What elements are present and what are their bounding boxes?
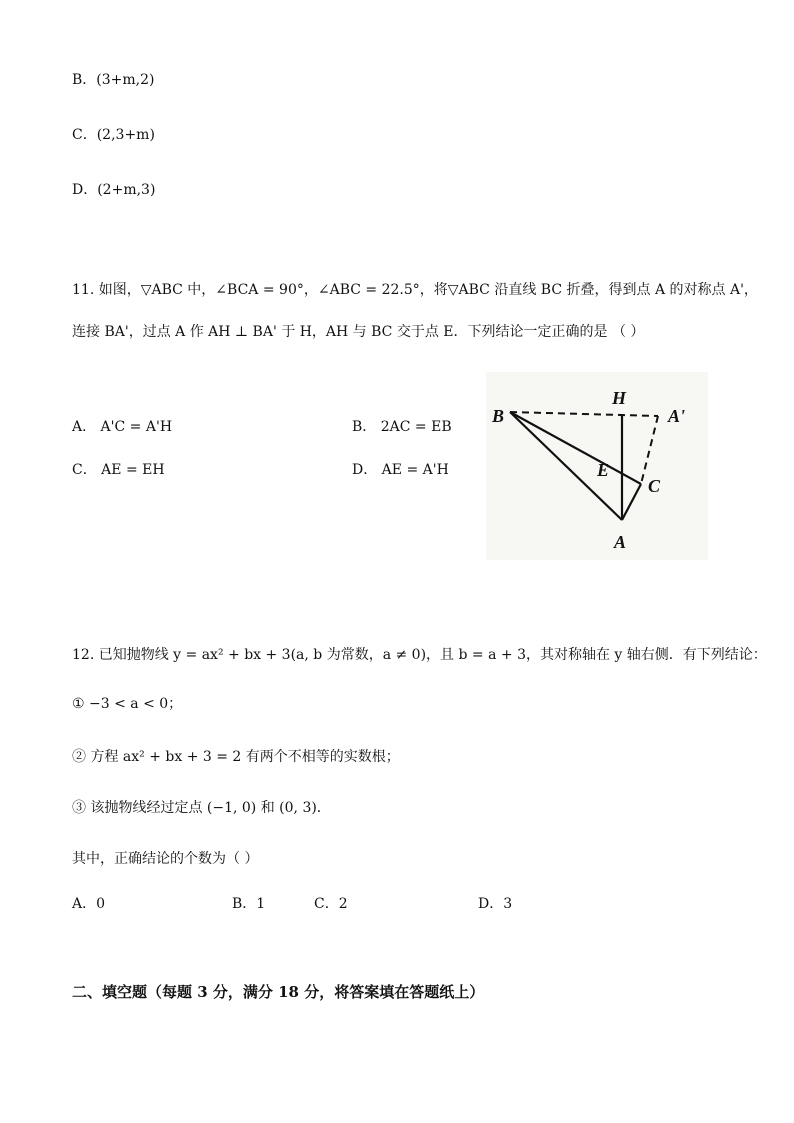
label-h: H bbox=[612, 388, 627, 408]
q11-stem-line2: 连接 BA'，过点 A 作 AH ⊥ BA' 于 H，AH 与 BC 交于点 E．下列结论一定正确的是 （ ） bbox=[72, 324, 645, 340]
label-e: E bbox=[597, 460, 610, 480]
q12-option-c: C．2 bbox=[314, 896, 348, 912]
option-c-prev: C．(2,3+m) bbox=[72, 127, 155, 143]
section-2-heading: 二、填空题（每题 3 分，满分 18 分，将答案填在答题纸上） bbox=[72, 983, 485, 1001]
q12-option-d: D．3 bbox=[478, 896, 513, 912]
label-c: C bbox=[648, 476, 661, 496]
label-a-prime: A' bbox=[668, 406, 686, 426]
label-b: B bbox=[492, 406, 505, 426]
triangle-figure bbox=[486, 372, 708, 560]
q11-option-c: C． AE = EH bbox=[72, 462, 165, 478]
q12-option-b: B．1 bbox=[232, 896, 266, 912]
q11-option-a: A． A'C = A'H bbox=[72, 419, 173, 435]
label-a: A bbox=[614, 532, 627, 552]
q12-item-2: ② 方程 ax² + bx + 3 = 2 有两个不相等的实数根； bbox=[72, 749, 400, 765]
q11-option-b: B． 2AC = EB bbox=[352, 419, 452, 435]
q12-prompt: 其中，正确结论的个数为（ ） bbox=[72, 851, 259, 867]
q11-stem-line1: 11. 如图，▽ABC 中，∠BCA = 90°，∠ABC = 22.5°，将▽ABC 沿直线 BC 折叠，得到点 A 的对称点 A'， bbox=[72, 282, 758, 298]
q12-item-1: ① −3 < a < 0； bbox=[72, 696, 183, 712]
q12-option-a: A．0 bbox=[72, 896, 106, 912]
q12-stem: 12. 已知抛物线 y = ax² + bx + 3(a, b 为常数，a ≠ 0)，且 b = a + 3，其对称轴在 y 轴右侧．有下列结论： bbox=[72, 647, 767, 663]
option-b-prev: B．(3+m,2) bbox=[72, 72, 155, 88]
q12-item-3: ③ 该抛物线经过定点 (−1, 0) 和 (0, 3)． bbox=[72, 800, 331, 816]
q11-option-d: D． AE = A'H bbox=[352, 462, 449, 478]
option-d-prev: D．(2+m,3) bbox=[72, 182, 156, 198]
